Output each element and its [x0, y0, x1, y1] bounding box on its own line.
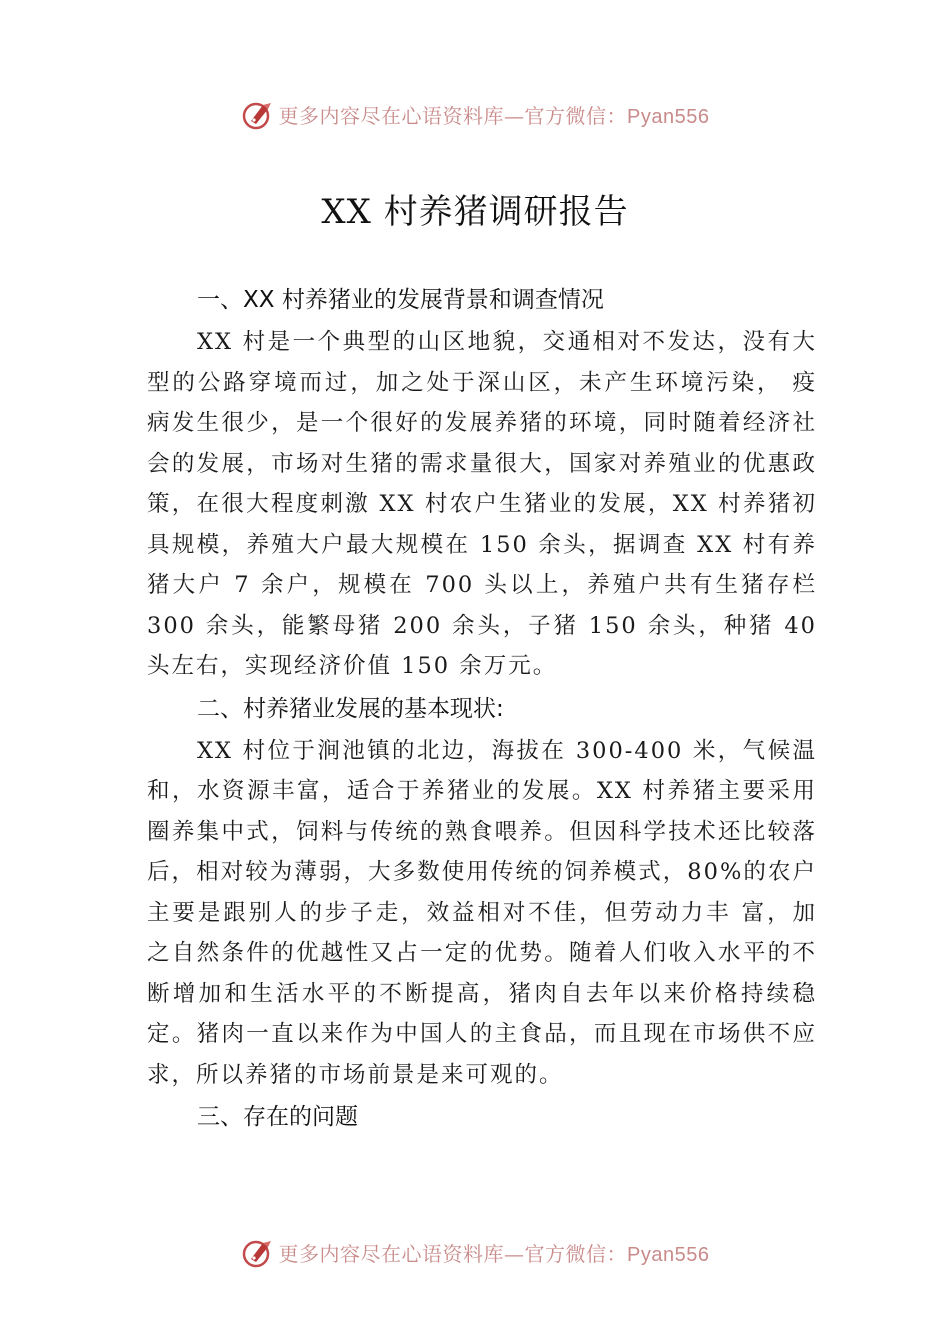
pen-nib-logo-icon — [241, 97, 275, 131]
document-body — [147, 282, 817, 1139]
pen-nib-logo-icon — [241, 1235, 275, 1269]
banner-text: 更多内容尽在心语资料库—官方微信：Pyan556 — [278, 1241, 710, 1266]
document-title: XX 村养猪调研报告 — [321, 192, 629, 232]
footer-banner — [0, 1232, 950, 1272]
section-paragraph-1: XX 村是一个典型的山区地貌，交通相对不发达，没有大型的公路穿境而过，加之处于深山区，未产生环境污染， 疫病发生很少，是一个很好的发展养猪的环境，同时随着经济社会的发展，市场对生猪的需求量很大，国家对养殖业的优惠政策，在很大程度刺激 XX 村农户生猪业的发展，XX 村养猪初具规模，养殖大户最大规模在 150 余头，据调查 XX 村有养猪大户 7 余户，规模在 700 头以上，养殖户共有生猪存栏 300 余头，能繁母猪 200 余头，子猪 150 余头，种猪 40 头左右，实现经济价值 150 余万元。 — [147, 329, 817, 679]
section-heading-3: 三、存在的问题 — [197, 1104, 358, 1130]
header-banner — [0, 94, 950, 134]
banner-text: 更多内容尽在心语资料库—官方微信：Pyan556 — [278, 103, 710, 128]
section-heading-2: 二、村养猪业发展的基本现状: — [197, 695, 504, 722]
section-paragraph-2: XX 村位于涧池镇的北边，海拔在 300-400 米，气候温和，水资源丰富，适合于养猪业的发展。XX 村养猪主要采用圈养集中式，饲料与传统的熟食喂养。但因科学技术还比较落后，相对较为薄弱，大多数使用传统的饲养模式，80%的农户主要是跟别人的步子走，效益相对不佳，但劳动力丰 富，加之自然条件的优越性又占一定的优势。随着人们收入水平的不断增加和生活水平的不断提高，猪肉自去年以来价格持续稳定。猪肉一直以来作为中国人的主食品，而且现在市场供不应求，所以养猪的市场前景是来可观的。 — [147, 737, 817, 1088]
section-heading-1: 一、XX 村养猪业的发展背景和调查情况 — [197, 287, 604, 313]
